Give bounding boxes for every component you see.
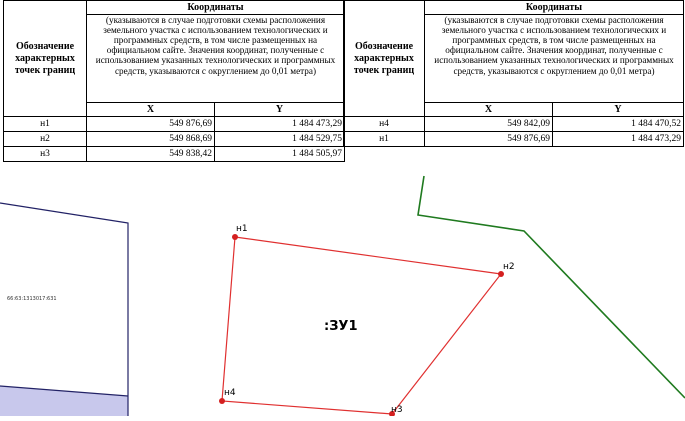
x-value: 549 876,69 <box>87 117 215 132</box>
column-y-header: Y <box>215 103 345 117</box>
y-value: 1 484 505,97 <box>215 147 345 162</box>
parcel-plan <box>0 171 685 416</box>
point-name: н1 <box>4 117 87 132</box>
coordinates-table-left <box>3 0 345 162</box>
table-row <box>344 132 684 147</box>
column-x-header: X <box>87 103 215 117</box>
x-value: 549 868,69 <box>87 132 215 147</box>
table-row <box>4 147 345 162</box>
x-value: 549 842,09 <box>425 117 553 132</box>
point-name: н1 <box>344 132 425 147</box>
column-x-header: X <box>425 103 553 117</box>
point-label-n2: н2 <box>503 262 515 272</box>
plan-drawing <box>0 171 685 416</box>
neighbor-parcel-boundary <box>0 203 128 416</box>
x-value: 549 876,69 <box>425 132 553 147</box>
y-value: 1 484 470,52 <box>553 117 684 132</box>
y-value: 1 484 473,29 <box>553 132 684 147</box>
point-name: н3 <box>4 147 87 162</box>
coordinates-header: Координаты <box>425 1 684 15</box>
green-boundary <box>418 176 685 398</box>
column-y-header: Y <box>553 103 684 117</box>
point-label-n4: н4 <box>224 388 236 398</box>
point-marker-n1 <box>232 234 238 240</box>
point-name: н4 <box>344 117 425 132</box>
coordinates-description: (указываются в случае подготовки схемы расположения земельного участка с использованием технологических и программных средств, в том числе размещенных на официальном сайте. Значения координат, полученные с использованием указанных технологических и программных средств, указываются с округлением до 0,01 метра) <box>87 15 345 103</box>
point-marker-n4 <box>219 398 225 404</box>
coordinates-header: Координаты <box>87 1 345 15</box>
neighbor-parcel-label: 66:63:1313017:631 <box>7 296 57 302</box>
table-row <box>4 132 345 147</box>
point-label-n1: н1 <box>236 224 248 234</box>
y-value: 1 484 529,75 <box>215 132 345 147</box>
point-designation-header: Обозначение характерных точек границ <box>4 1 87 117</box>
coordinates-description: (указываются в случае подготовки схемы расположения земельного участка с использованием технологических и программных средств, в том числе размещенных на официальном сайте. Значения координат, полученные с использованием указанных технологических и программных средств, указываются с округлением до 0,01 метра) <box>425 15 684 103</box>
y-value: 1 484 473,29 <box>215 117 345 132</box>
point-label-n3: н3 <box>391 405 403 415</box>
parcel-label: :ЗУ1 <box>324 319 358 334</box>
point-name: н2 <box>4 132 87 147</box>
coordinates-table-right <box>343 0 684 147</box>
point-designation-header: Обозначение характерных точек границ <box>344 1 425 117</box>
table-row <box>4 117 345 132</box>
parcel-boundary <box>222 237 501 414</box>
x-value: 549 838,42 <box>87 147 215 162</box>
table-row <box>344 117 684 132</box>
